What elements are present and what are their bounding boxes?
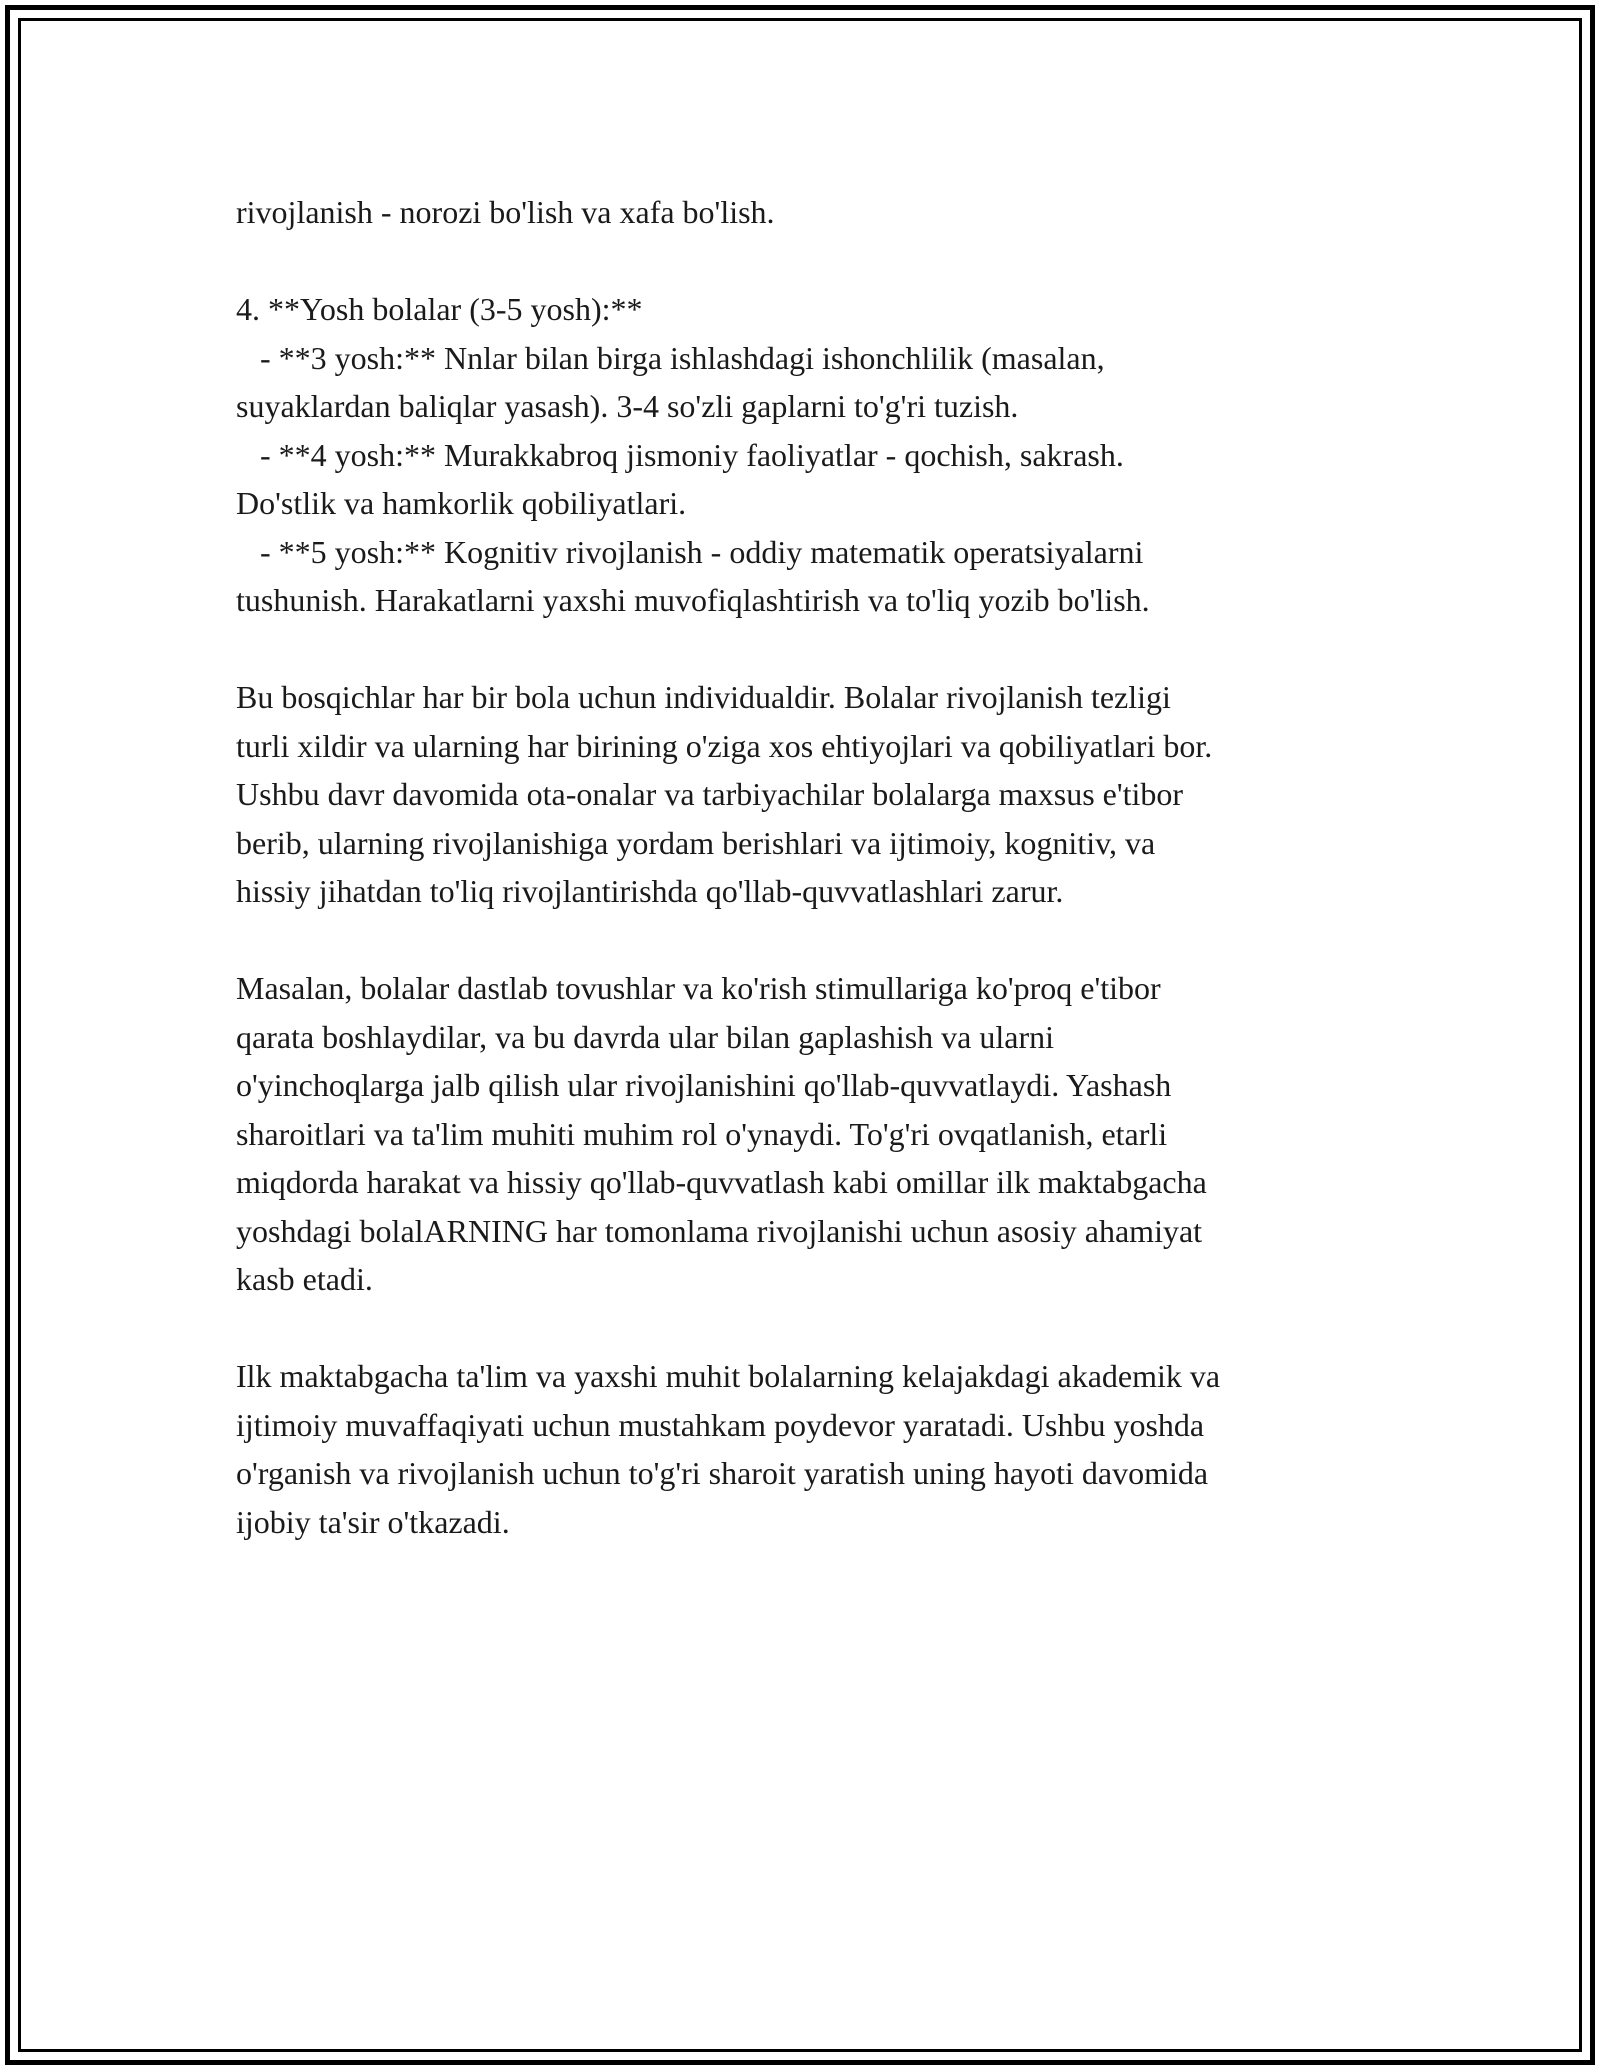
text-line: Bu bosqichlar har bir bola uchun individualdir. Bolalar rivojlanish tezligi	[236, 679, 1171, 715]
paragraph-gap	[236, 237, 1386, 286]
text-line: yoshdagi bolalARNING har tomonlama rivojlanishi uchun asosiy ahamiyat	[236, 1212, 1203, 1249]
text-line: - **4 yosh:** Murakkabroq jismoniy faoliyatlar - qochish, sakrash.	[236, 436, 1124, 473]
text-line: Ushbu davr davomida ota-onalar va tarbiyachilar bolalarga maxsus e'tibor	[236, 776, 1184, 812]
paragraph-conclusion	[236, 1352, 1386, 1546]
text-line: sharoitlari va ta'lim muhiti muhim rol o'ynaydi. To'g'ri ovqatlanish, etarli	[236, 1115, 1168, 1152]
text-line: rivojlanish - norozi bo'lish va xafa bo'lish.	[236, 194, 775, 230]
text-line: Do'stlik va hamkorlik qobiliyatlari.	[236, 485, 687, 521]
text-line: hissiy jihatdan to'liq rivojlantirishda qo'llab-quvvatlashlari zarur.	[236, 873, 1064, 909]
text-line: qarata boshlaydilar, va bu davrda ular bilan gaplashish va ularni	[236, 1018, 1054, 1055]
paragraph-gap	[236, 625, 1386, 674]
text-line: ijobiy ta'sir o'tkazadi.	[236, 1503, 510, 1540]
text-line: berib, ularning rivojlanishiga yordam berishlari va ijtimoiy, kognitiv, va	[236, 824, 1156, 861]
text-line: miqdorda harakat va hissiy qo'llab-quvvatlash kabi omillar ilk maktabgacha	[236, 1164, 1207, 1200]
text-line: Masalan, bolalar dastlab tovushlar va ko'rish stimullariga ko'proq e'tibor	[236, 970, 1161, 1006]
paragraph-gap	[236, 1304, 1386, 1353]
text-line: o'rganish va rivojlanish uchun to'g'ri sharoit yaratish uning hayoti davomida	[236, 1455, 1209, 1491]
text-line: turli xildir va ularning har birining o'ziga xos ehtiyojlari va qobiliyatlari bor.	[236, 727, 1213, 764]
paragraph-example	[236, 964, 1386, 1304]
document-body	[236, 188, 1386, 1546]
text-line: Ilk maktabgacha ta'lim va yaxshi muhit bolalarning kelajakdagi akademik va	[236, 1358, 1221, 1394]
text-line: - **3 yosh:** Nnlar bilan birga ishlashdagi ishonchlilik (masalan,	[236, 339, 1105, 376]
text-line: ijtimoiy muvaffaqiyati uchun mustahkam poydevor yaratadi. Ushbu yoshda	[236, 1406, 1205, 1443]
text-line: o'yinchoqlarga jalb qilish ular rivojlanishini qo'llab-quvvatlaydi. Yashash	[236, 1067, 1172, 1103]
intro-fragment	[236, 188, 1386, 237]
text-line: kasb etadi.	[236, 1261, 373, 1297]
paragraph-individual	[236, 673, 1386, 916]
text-line: 4. **Yosh bolalar (3-5 yosh):**	[236, 291, 643, 327]
section-4	[236, 285, 1386, 625]
text-line: tushunish. Harakatlarni yaxshi muvofiqlashtirish va to'liq yozib bo'lish.	[236, 582, 1150, 618]
paragraph-gap	[236, 916, 1386, 965]
text-line: suyaklardan baliqlar yasash). 3-4 so'zli gaplarni to'g'ri tuzish.	[236, 388, 1019, 424]
text-line: - **5 yosh:** Kognitiv rivojlanish - oddiy matematik operatsiyalarni	[236, 533, 1144, 570]
